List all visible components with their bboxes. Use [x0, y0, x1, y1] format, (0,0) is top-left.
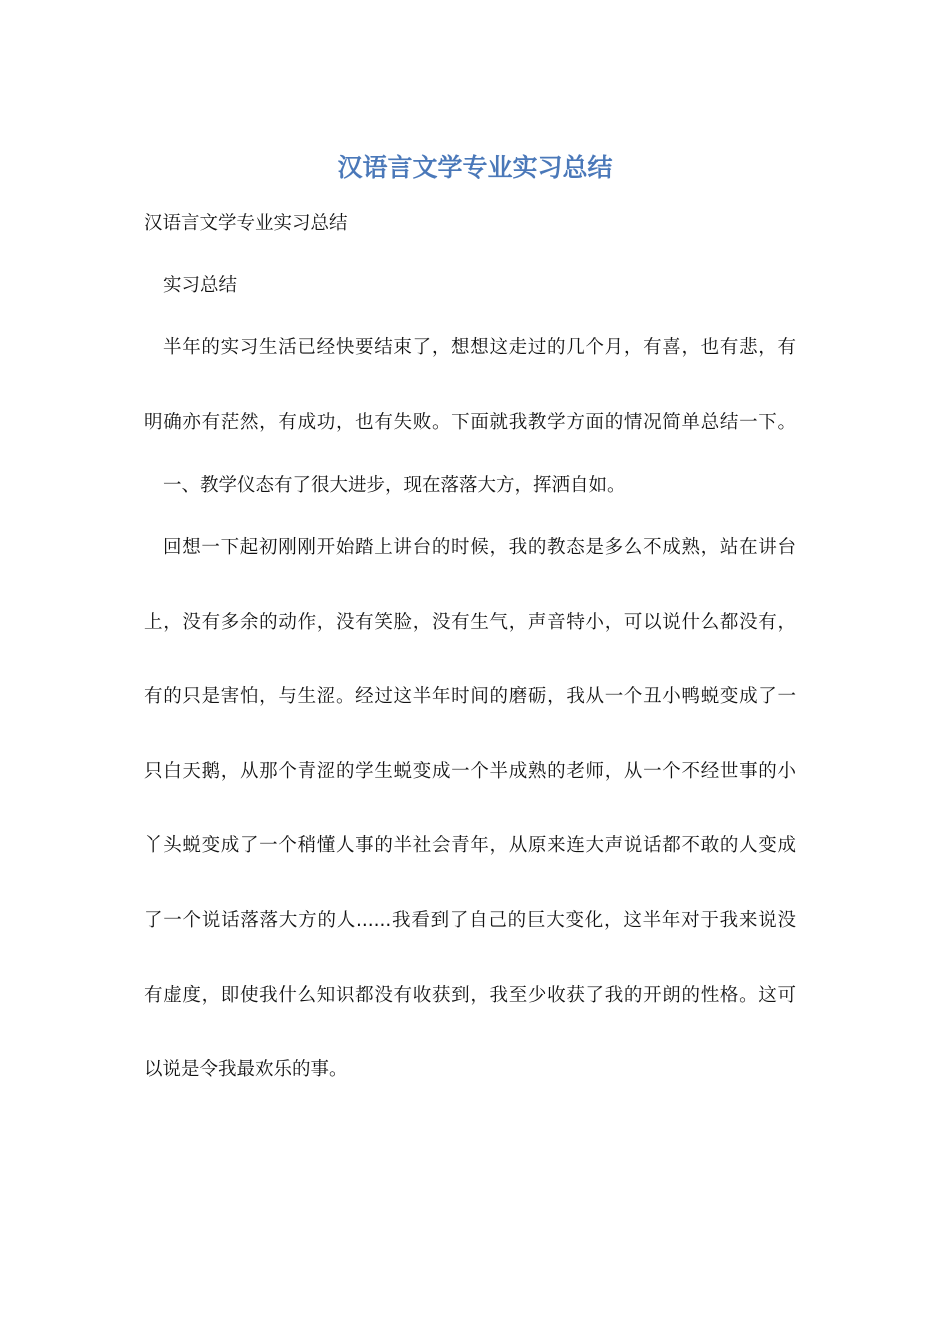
point-1-heading: 一、教学仪态有了很大进步，现在落落大方，挥洒自如。 — [163, 475, 626, 496]
section-heading: 实习总结 — [163, 275, 238, 296]
paragraph-1-line-1: 半年的实习生活已经快要结束了，想想这走过的几个月，有喜，也有悲，有 — [163, 337, 796, 358]
document-subtitle: 汉语言文学专业实习总结 — [144, 213, 348, 234]
paragraph-2-line-8: 以说是令我最欢乐的事。 — [144, 1059, 348, 1080]
paragraph-2-line-5: 丫头蜕变成了一个稍懂人事的半社会青年，从原来连大声说话都不敢的人变成 — [144, 835, 796, 856]
paragraph-2-line-1: 回想一下起初刚刚开始踏上讲台的时候，我的教态是多么不成熟，站在讲台 — [163, 537, 796, 558]
paragraph-2-line-7: 有虚度，即使我什么知识都没有收获到，我至少收获了我的开朗的性格。这可 — [144, 985, 796, 1006]
paragraph-2-line-4: 只白天鹅，从那个青涩的学生蜕变成一个半成熟的老师，从一个不经世事的小 — [144, 761, 796, 782]
document-title: 汉语言文学专业实习总结 — [337, 153, 613, 182]
paragraph-2-line-6: 了一个说话落落大方的人......我看到了自己的巨大变化，这半年对于我来说没 — [144, 910, 796, 931]
paragraph-1-line-2: 明确亦有茫然，有成功，也有失败。下面就我教学方面的情况简单总结一下。 — [144, 412, 796, 433]
paragraph-2-line-3: 有的只是害怕，与生涩。经过这半年时间的磨砺，我从一个丑小鸭蜕变成了一 — [144, 686, 796, 707]
paragraph-2-line-2: 上，没有多余的动作，没有笑脸，没有生气，声音特小，可以说什么都没有， — [144, 612, 796, 633]
